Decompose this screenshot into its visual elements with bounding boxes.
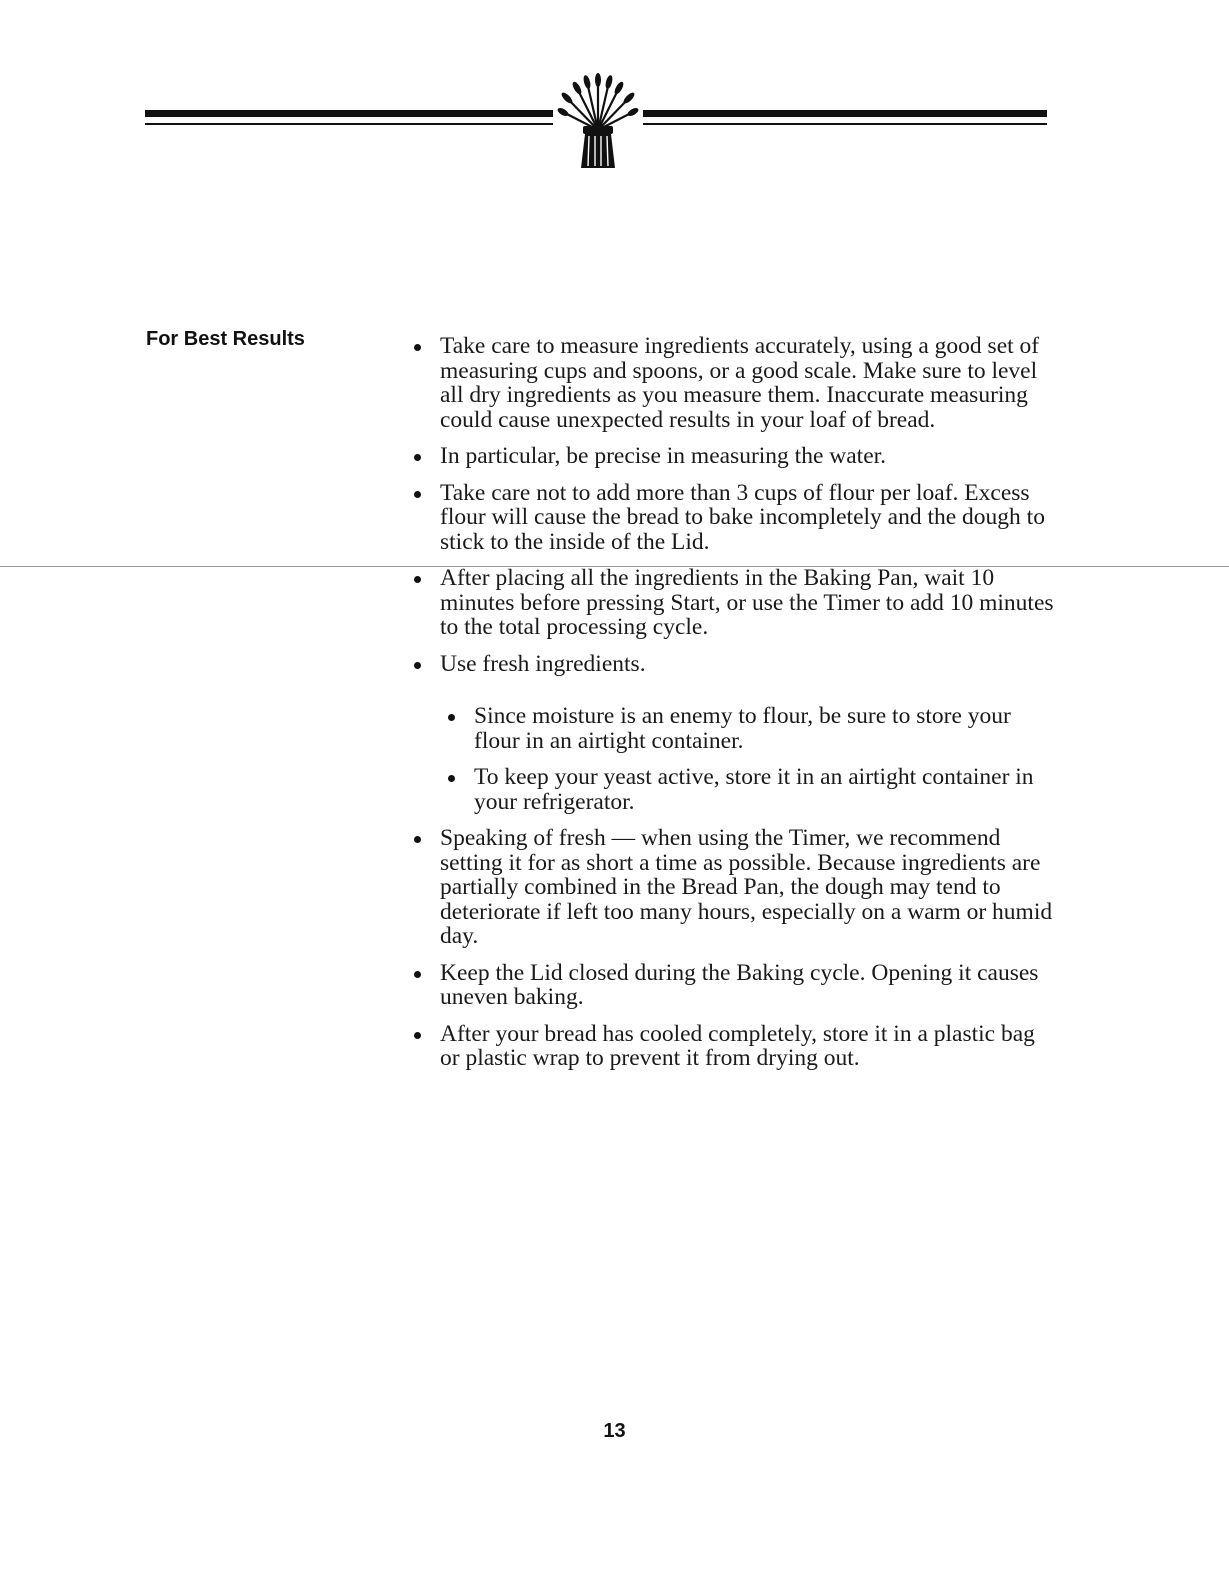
- subtips-container: [406, 704, 1056, 814]
- tip-item: Use fresh ingredients.: [406, 652, 1056, 677]
- tip-item: After placing all the ingredients in the Baking Pan, wait 10 minutes before pressing Start, or use the Timer to add 10 minutes to the total processing cycle.: [406, 566, 1056, 640]
- subtips-list: [440, 704, 1056, 814]
- subtip-item: Since moisture is an enemy to flour, be sure to store your flour in an airtight container.: [440, 704, 1056, 753]
- page-number: 13: [603, 1420, 626, 1442]
- wheat-sheaf-icon: [553, 70, 643, 175]
- tip-item: In particular, be precise in measuring the water.: [406, 444, 1056, 469]
- tip-item: Speaking of fresh — when using the Timer, we recommend setting it for as short a time as possible. Because ingredients are partially combined in the Bread Pan, the dough may tend to deteriorate if left too many hours, especially on a warm or humid day.: [406, 826, 1056, 949]
- tip-item: Take care to measure ingredients accurately, using a good set of measuring cups and spoons, or a good scale. Make sure to level all dry ingredients as you measure them. Inaccurate measuring could cause unexpected results in your loaf of bread.: [406, 334, 1056, 432]
- tip-item: Take care not to add more than 3 cups of flour per loaf. Excess flour will cause the bread to bake incompletely and the dough to stick to the inside of the Lid.: [406, 481, 1056, 555]
- tips-list: [406, 334, 1056, 1083]
- subtip-item: To keep your yeast active, store it in an airtight container in your refrigerator.: [440, 765, 1056, 814]
- tip-item: Keep the Lid closed during the Baking cycle. Opening it causes uneven baking.: [406, 961, 1056, 1010]
- tip-item: After your bread has cooled completely, store it in a plastic bag or plastic wrap to prevent it from drying out.: [406, 1022, 1056, 1071]
- section-heading: For Best Results: [146, 328, 305, 350]
